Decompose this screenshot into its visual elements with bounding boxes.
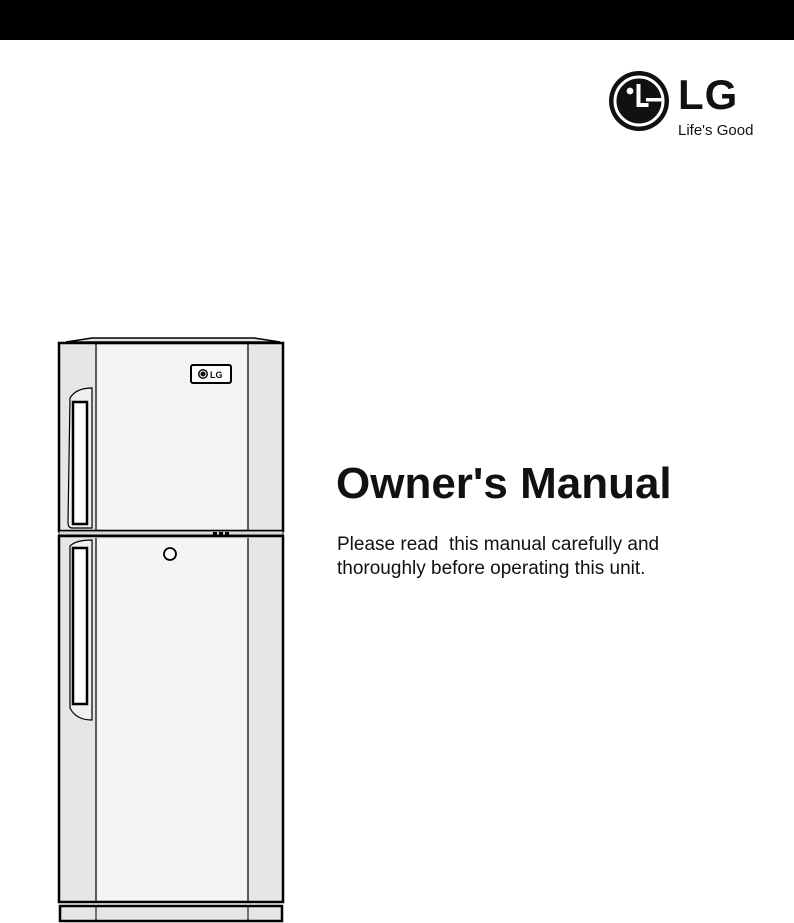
intro-text	[337, 533, 757, 581]
lg-face-logo-icon	[608, 70, 670, 132]
intro-line-1: Please read this manual carefully and	[337, 534, 660, 555]
brand-logo	[608, 70, 768, 140]
door-badge-text: LG	[210, 370, 223, 380]
two-door-refrigerator-icon	[56, 336, 288, 923]
door-badge	[191, 365, 231, 383]
intro-line-2: thoroughly before operating this unit.	[337, 558, 646, 579]
brand-name: LG	[678, 71, 739, 118]
manual-title: Owner's Manual	[336, 459, 672, 508]
top-black-band	[0, 0, 794, 40]
brand-slogan: Life's Good	[678, 122, 754, 139]
